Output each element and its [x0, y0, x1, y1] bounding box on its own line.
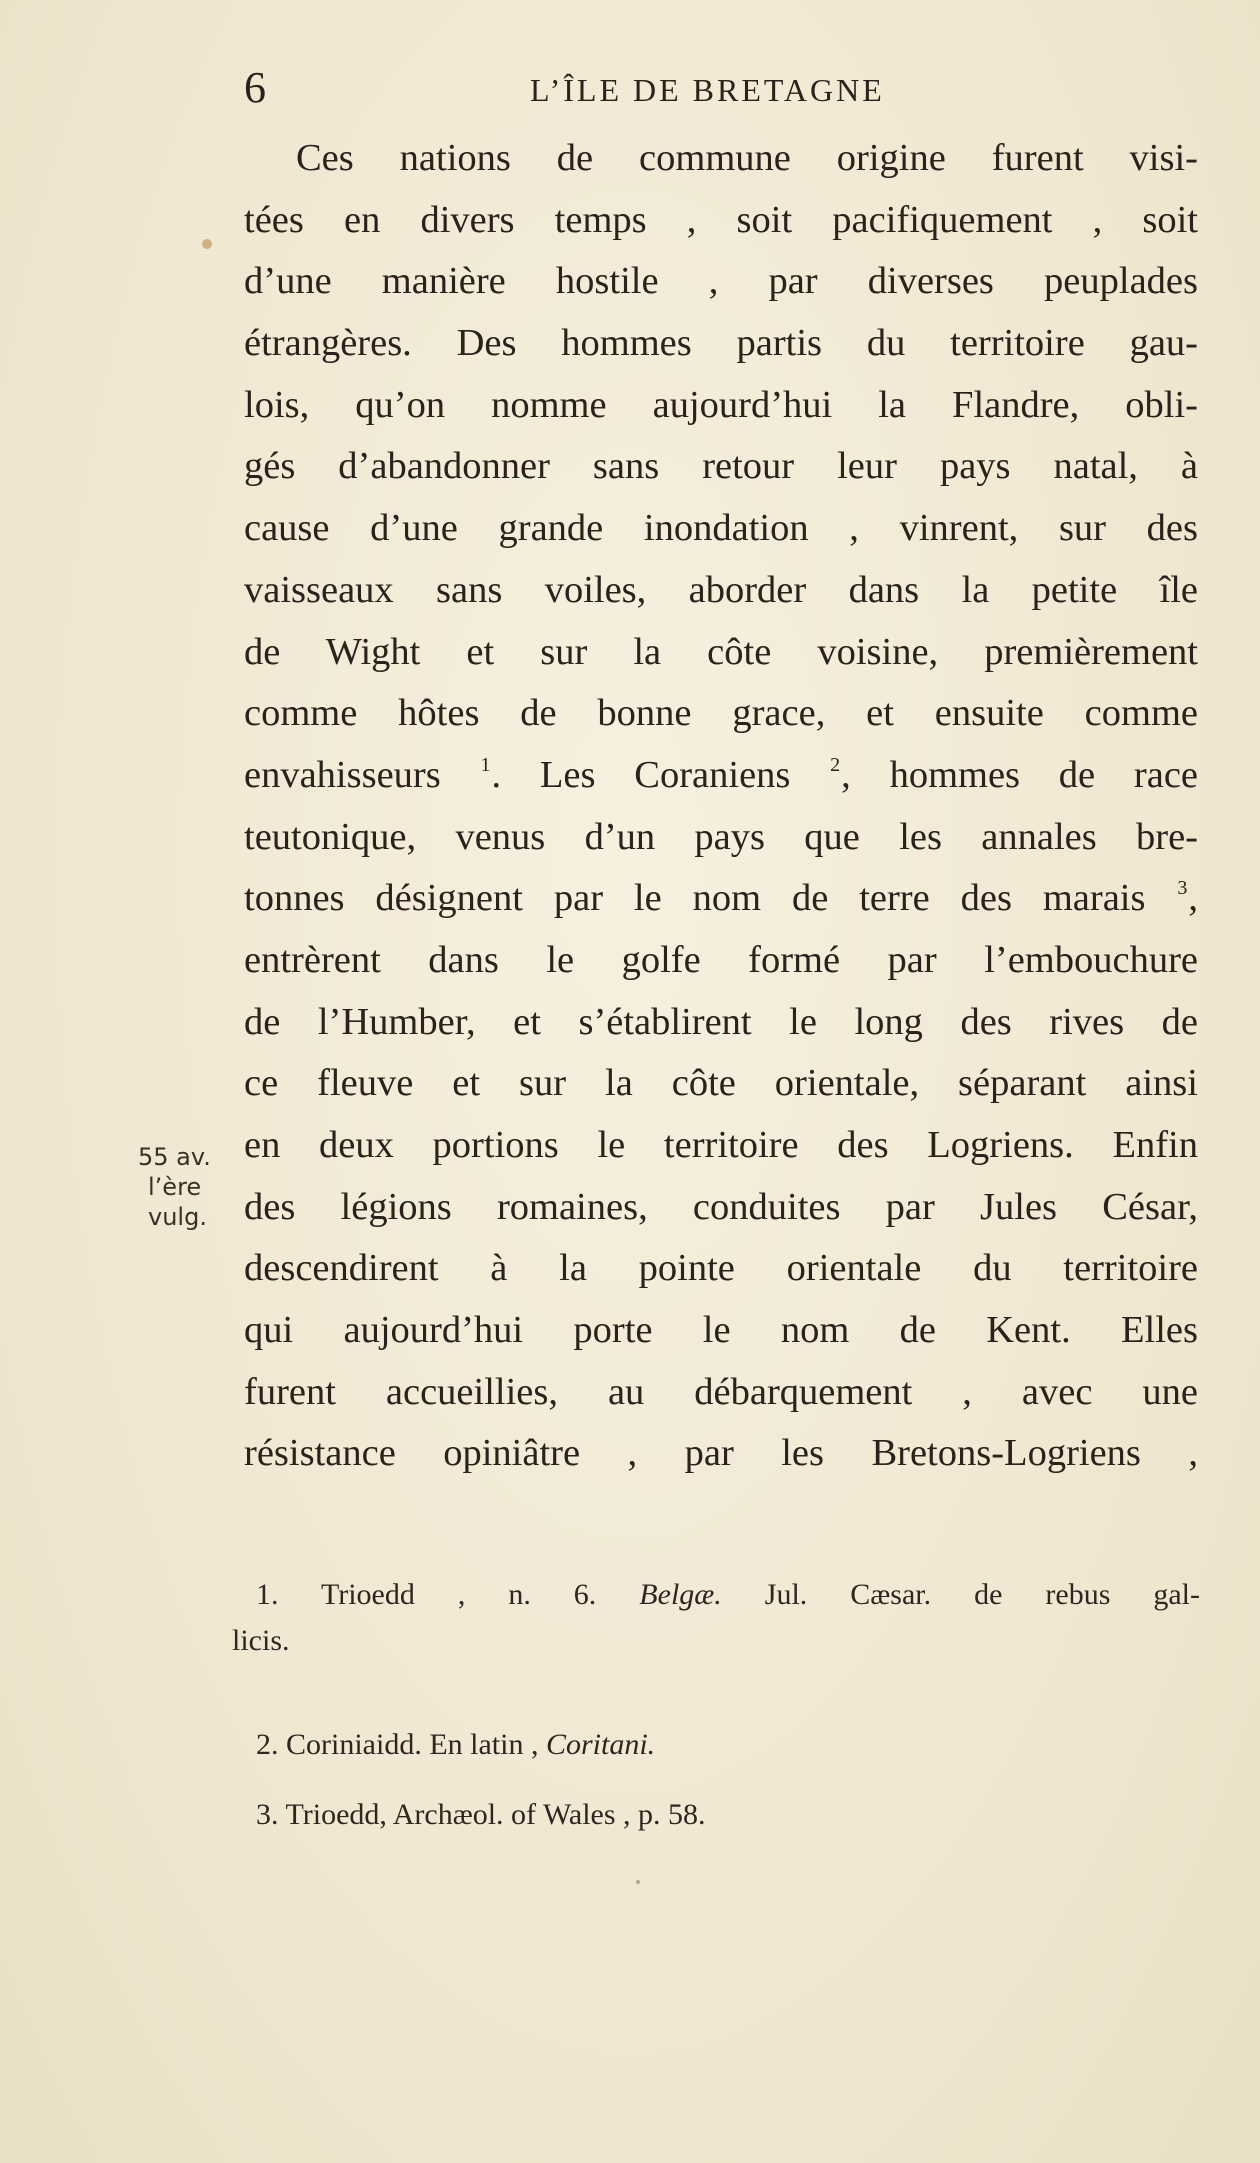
text-segment: , [1188, 877, 1198, 920]
footnote-3 [256, 1798, 706, 1832]
text-segment: . Les Coraniens [491, 753, 791, 796]
footnote-line [232, 1578, 1200, 1612]
footnote-line: licis. [232, 1624, 290, 1657]
text-line: furent accueillies, au débarquement , avec une [244, 1370, 1198, 1413]
footnote-1 [232, 1578, 1200, 1658]
text-line: entrèrent dans le golfe formé par l’embouchure [244, 938, 1198, 981]
text-line: résistance opiniâtre , par les Bretons-Logriens , [244, 1432, 1198, 1475]
text-line: tées en divers temps , soit pacifiquement , soit [244, 198, 1198, 241]
text-line: teutonique, venus d’un pays que les annales bre- [244, 815, 1198, 858]
footnote-italic: Belgæ. [639, 1578, 722, 1611]
footnote-text: Coriniaidd. En latin , [286, 1728, 539, 1761]
footnote-number: 2. [256, 1728, 279, 1761]
text-line: descendirent à la pointe orientale du territoire [244, 1247, 1198, 1290]
running-title: L’ÎLE DE BRETAGNE [530, 72, 885, 108]
page-header [0, 62, 1260, 122]
main-text [244, 128, 1198, 1485]
text-line: cause d’une grande inondation , vinrent, sur des [244, 507, 1198, 550]
text-segment: envahisseurs [244, 753, 441, 796]
footnote-number: 1. [256, 1578, 279, 1611]
text-segment: tonnes désignent par le nom de terre des marais [244, 877, 1146, 920]
text-line: de l’Humber, et s’établirent le long des rives de [244, 1000, 1198, 1043]
text-line: lois, qu’on nomme aujourd’hui la Flandre, obli- [244, 383, 1198, 426]
footnote-italic: Coritani. [545, 1728, 656, 1761]
text-line: des légions romaines, conduites par Jules César, [244, 1185, 1198, 1228]
text-line: de Wight et sur la côte voisine, premièrement [244, 630, 1198, 673]
footnote-text: Trioedd, Archæol. of Wales , p. 58. [285, 1798, 706, 1831]
text-line: Ces nations de commune origine furent visi- [296, 137, 1198, 179]
text-segment: , hommes de race [841, 753, 1199, 796]
footnote-ref-3: 3 [1177, 877, 1188, 900]
text-line: étrangères. Des hommes partis du territoire gau- [244, 322, 1198, 365]
text-line: d’une manière hostile , par diverses peuplades [244, 260, 1198, 303]
text-line: ce fleuve et sur la côte orientale, séparant ainsi [244, 1062, 1198, 1105]
footnote-text: Jul. Cæsar. de rebus gal- [764, 1578, 1200, 1611]
text-line: gés d’abandonner sans retour leur pays natal, à [244, 445, 1198, 488]
ink-speck [636, 1880, 640, 1884]
margin-note [138, 1142, 246, 1232]
text-line [244, 745, 1198, 807]
footnote-text: Trioedd , n. 6. [320, 1578, 597, 1611]
ink-speck [202, 239, 212, 249]
page-number: 6 [244, 63, 266, 112]
text-line: vaisseaux sans voiles, aborder dans la petite île [244, 568, 1198, 611]
footnote-ref-1: 1 [480, 753, 491, 776]
text-line [244, 868, 1198, 930]
footnote-ref-2: 2 [830, 753, 841, 776]
footnote-number: 3. [256, 1798, 279, 1831]
text-line: qui aujourd’hui porte le nom de Kent. Elles [244, 1309, 1198, 1352]
text-line: comme hôtes de bonne grace, et ensuite comme [244, 692, 1198, 735]
margin-note-line: vulg. [148, 1203, 207, 1231]
margin-note-line: l’ère [148, 1173, 202, 1201]
footnote-2 [256, 1728, 655, 1762]
margin-note-line: 55 av. [138, 1143, 211, 1171]
text-line: en deux portions le territoire des Logriens. Enfin [244, 1124, 1198, 1166]
